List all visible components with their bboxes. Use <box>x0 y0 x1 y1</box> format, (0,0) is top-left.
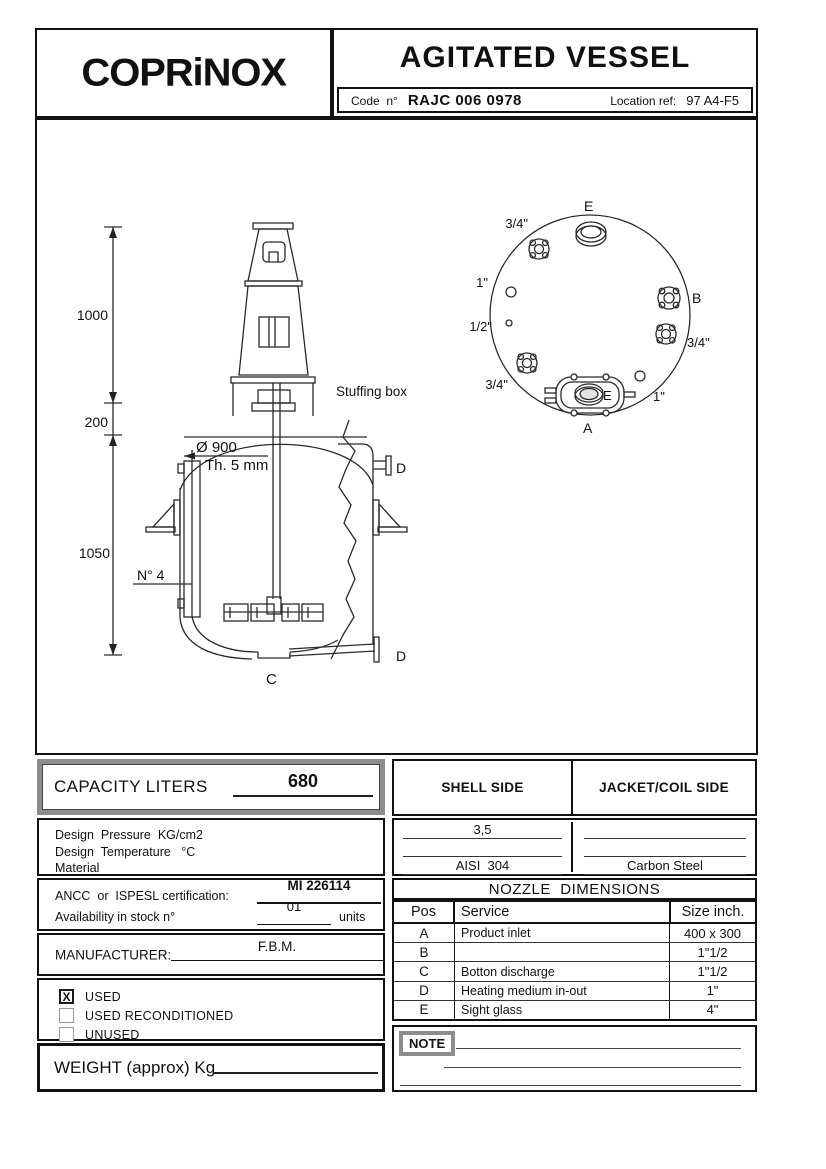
topview-e-center-label: E <box>603 388 612 403</box>
sight-glass-top <box>576 222 606 246</box>
jacket-temperature-value[interactable] <box>584 840 746 857</box>
label-nozzle-c: C <box>266 671 277 688</box>
unused-label: UNUSED <box>85 1027 140 1042</box>
small-nozzle-1in <box>506 287 516 297</box>
label-nozzle-d-top: D <box>396 460 407 476</box>
nozzle-table-header <box>394 902 755 924</box>
design-conditions-box <box>37 818 385 876</box>
shell-side-header: SHELL SIDE <box>394 761 573 814</box>
service-header: Service <box>461 904 510 920</box>
design-temperature-label: Design Temperature °C <box>55 844 196 859</box>
code-row <box>337 87 753 113</box>
shell-side-column <box>394 822 573 872</box>
topview-size-left-lower: 1/2" <box>469 319 492 334</box>
support-lug-right <box>373 500 407 535</box>
dim-motor-height: 1000 <box>76 307 108 323</box>
weight-box <box>37 1043 385 1092</box>
stock-value-field[interactable]: 01 <box>257 899 331 925</box>
weight-value-field[interactable] <box>213 1054 378 1074</box>
size-d: 1" <box>669 982 755 1000</box>
pos-a: A <box>394 924 455 942</box>
size-header: Size inch. <box>669 902 755 922</box>
condition-option-used <box>59 987 383 1006</box>
dimension-line <box>104 227 122 655</box>
size-e: 4" <box>669 1001 755 1019</box>
note-label: NOTE <box>399 1031 455 1056</box>
topview-e-label: E <box>584 198 594 214</box>
technical-drawing-area <box>35 118 758 755</box>
manufacturer-label: MANUFACTURER: <box>55 947 172 962</box>
size-a: 400 x 300 <box>669 924 755 942</box>
topview-size-left: 1" <box>476 275 488 290</box>
service-b <box>455 943 669 961</box>
topview-size-bottomright: 1" <box>653 389 665 404</box>
dim-head-height: 200 <box>84 414 108 430</box>
shell-temperature-value[interactable] <box>403 840 562 857</box>
note-line-3[interactable] <box>400 1085 741 1086</box>
nozzle-dimensions-title: NOZZLE DIMENSIONS <box>392 878 757 900</box>
pos-b: B <box>394 943 455 961</box>
page-title: AGITATED VESSEL <box>399 41 691 74</box>
shell-pressure-value[interactable]: 3,5 <box>403 822 562 839</box>
certification-box <box>37 878 385 931</box>
nozzle-d-top <box>373 456 391 475</box>
flange-bottom-left <box>517 353 537 373</box>
stock-label: Availability in stock n° <box>55 910 176 924</box>
header-title-box <box>332 28 758 118</box>
table-row <box>394 924 755 943</box>
material-label: Material <box>55 861 100 875</box>
pos-header: Pos <box>394 902 455 922</box>
agitator-shaft <box>273 383 280 599</box>
condition-option-unused <box>59 1025 383 1044</box>
capacity-box <box>37 759 385 815</box>
code-label: Code n° <box>351 93 398 108</box>
used-reconditioned-checkbox[interactable] <box>59 1008 74 1023</box>
note-line-2[interactable] <box>444 1067 741 1068</box>
table-row <box>394 962 755 981</box>
weight-label: WEIGHT (approx) Kg <box>54 1057 216 1077</box>
size-b: 1"1/2 <box>669 943 755 961</box>
design-pressure-label: Design Pressure KG/cm2 <box>55 828 203 842</box>
capacity-value-field[interactable]: 680 <box>233 771 373 797</box>
certification-value-field[interactable]: MI 226114 <box>257 878 381 904</box>
jacket-material-value[interactable]: Carbon Steel <box>584 858 746 875</box>
service-e: Sight glass <box>461 1002 523 1017</box>
nozzle-d-bottom <box>289 637 379 662</box>
thickness-label: Th. 5 mm <box>205 457 269 474</box>
flange-top-left <box>529 239 549 259</box>
pos-e: E <box>394 1001 455 1019</box>
agitator-drive <box>239 223 308 375</box>
note-line-1[interactable] <box>456 1048 741 1049</box>
service-a: Product inlet <box>461 926 531 941</box>
service-c: Botton discharge <box>461 964 555 979</box>
flange-right-lower <box>656 324 676 344</box>
dim-body-height: 1050 <box>78 545 110 561</box>
used-reconditioned-label: USED RECONDITIONED <box>85 1008 234 1023</box>
small-nozzle-half-in <box>506 320 512 326</box>
diameter-label: Ø 900 <box>196 439 237 456</box>
vessel-drawing <box>37 120 756 753</box>
pos-d: D <box>394 982 455 1000</box>
used-checkbox[interactable]: X <box>59 989 74 1004</box>
code-value: RAJC 006 0978 <box>407 91 522 109</box>
baffle-count-label: N° 4 <box>137 567 165 583</box>
topview-size-topleft: 3/4" <box>505 216 528 231</box>
manufacturer-box <box>37 933 385 976</box>
table-row <box>394 982 755 1001</box>
jacket-pressure-value[interactable] <box>584 822 746 839</box>
topview-size-right: 3/4" <box>687 335 710 350</box>
certification-label: ANCC or ISPESL certification: <box>55 889 229 903</box>
table-row <box>394 1001 755 1019</box>
jacket-side-column <box>575 822 755 872</box>
note-box <box>392 1025 757 1092</box>
size-c: 1"1/2 <box>669 962 755 980</box>
stock-units-label: units <box>339 910 366 924</box>
company-logo-box <box>35 28 332 118</box>
shell-jacket-header <box>392 759 757 816</box>
topview-size-bottomleft: 3/4" <box>485 377 508 392</box>
label-nozzle-d-bottom: D <box>396 648 407 664</box>
condition-option-used-reconditioned <box>59 1006 383 1025</box>
nozzle-c-bottom <box>258 652 290 658</box>
capacity-label: CAPACITY LITERS <box>54 777 208 796</box>
shell-material-value[interactable]: AISI 304 <box>403 858 562 875</box>
used-label: USED <box>85 989 121 1004</box>
small-nozzle-1in-bottom <box>635 371 645 381</box>
topview-b-label: B <box>692 290 702 306</box>
location-ref-label: Location ref: <box>610 93 677 108</box>
company-logo: COPRiNOX <box>81 50 286 94</box>
pos-c: C <box>394 962 455 980</box>
baffle <box>133 461 200 617</box>
table-row <box>394 943 755 962</box>
manufacturer-value-field[interactable]: F.B.M. <box>171 939 383 961</box>
unused-checkbox[interactable] <box>59 1027 74 1042</box>
condition-box <box>37 978 385 1041</box>
nozzle-dimensions-table <box>392 900 757 1021</box>
location-ref-value: 97 A4-F5 <box>686 92 739 108</box>
service-d: Heating medium in-out <box>461 983 587 998</box>
impeller <box>224 597 323 621</box>
stuffing-box-label: Stuffing box <box>336 384 408 399</box>
flange-b-right <box>658 287 680 309</box>
jacket-coil-side-header: JACKET/COIL SIDE <box>599 780 729 795</box>
top-view <box>490 215 690 416</box>
topview-a-label: A <box>583 420 593 436</box>
support-lug-left <box>146 500 180 535</box>
shell-jacket-values <box>392 818 757 876</box>
